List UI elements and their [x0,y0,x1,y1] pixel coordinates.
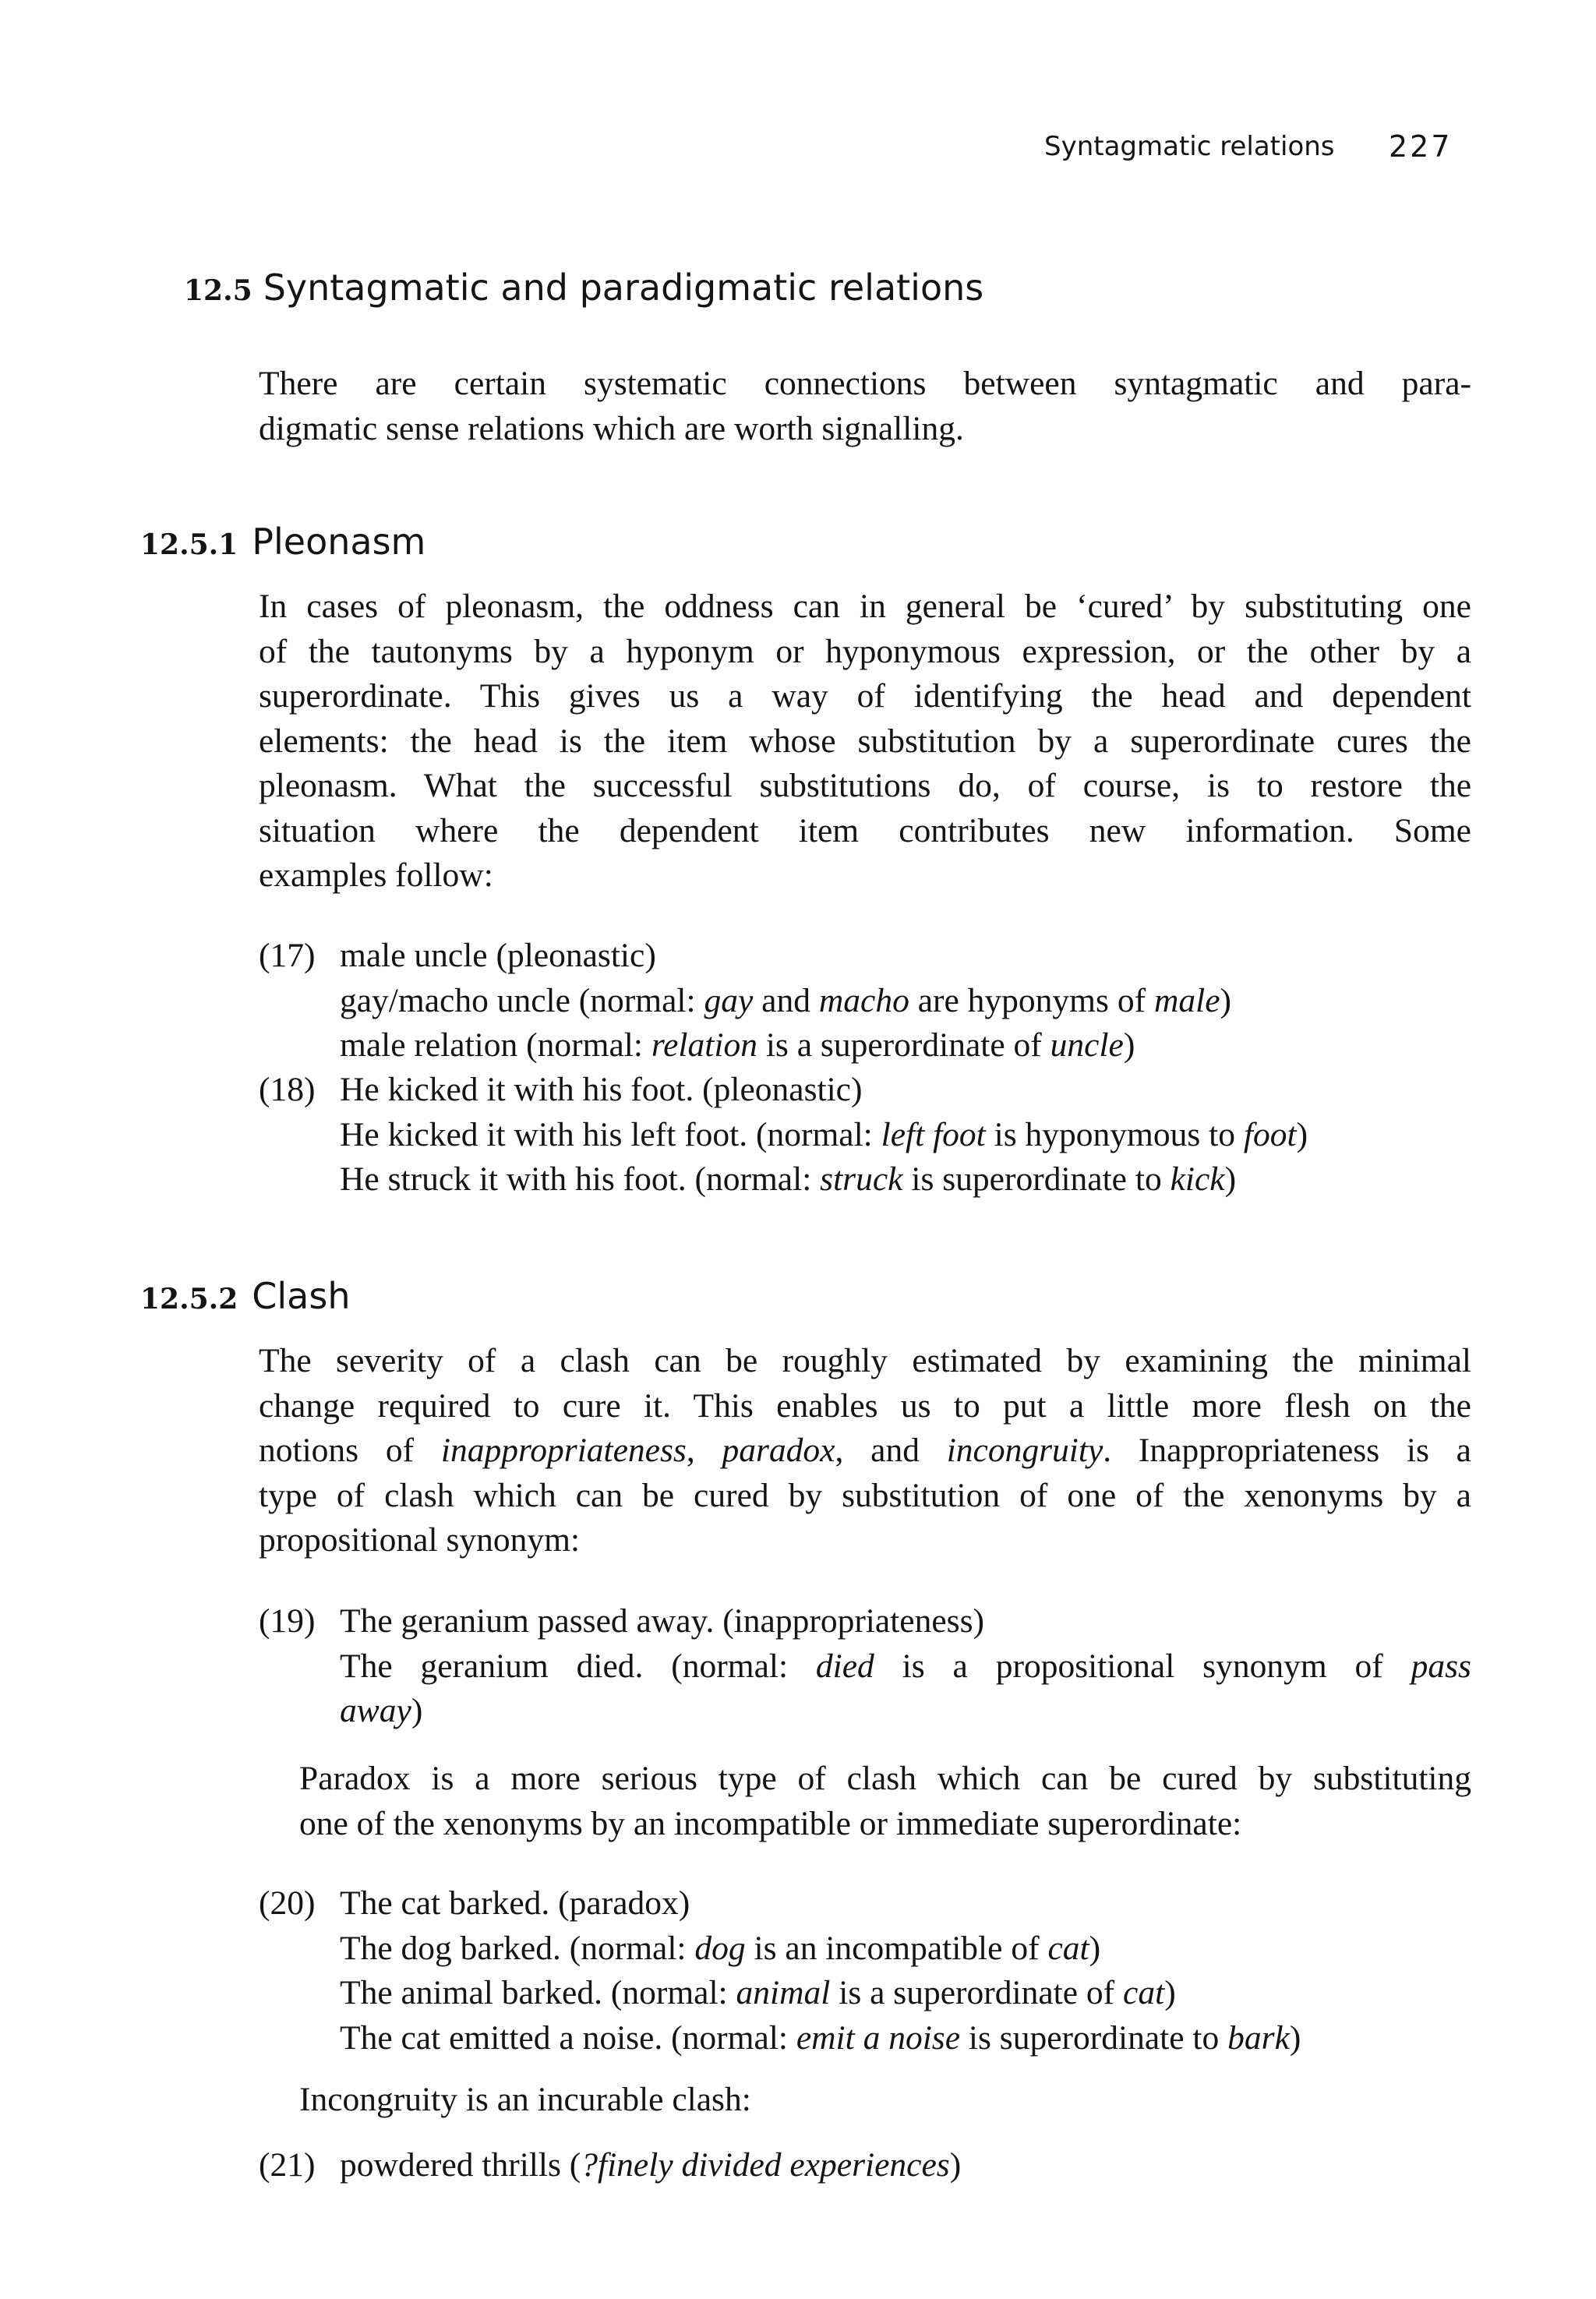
page-number: 227 [1389,129,1453,164]
paragraph-line: Paradox is a more serious type of clash which can be cured by substituting [299,1760,1471,1797]
section-title: Syntagmatic and paradigmatic relations [263,267,984,309]
section-number: 12.5 [184,274,252,307]
example-19 [259,1599,1471,1739]
paragraph-line: of the tautonyms by a hyponym or hyponymous expression, or the other by a [259,632,1471,670]
example-number: (18) [259,1071,316,1108]
paradox-paragraph [299,1757,1471,1846]
incongruity-paragraph [299,2078,1471,2123]
paragraph-line: type of clash which can be cured by substitution of one of the xenonyms by a [259,1476,1471,1514]
subsection-heading-pleonasm [140,521,425,563]
example-line: male relation (normal: relation is a superordinate of uncle) [340,1026,1135,1064]
paragraph-line: pleonasm. What the successful substitutions do, of course, is to restore the [259,767,1471,804]
pleonasm-paragraph [259,584,1471,899]
section-heading [184,267,983,309]
paragraph-line: examples follow: [259,856,493,894]
running-header-title: Syntagmatic relations [1044,131,1335,162]
paragraph-line: In cases of pleonasm, the oddness can in general be ‘cured’ by substituting one [259,588,1471,625]
paragraph-line: propositional synonym: [259,1521,581,1559]
example-17 [259,934,1471,1074]
example-line: He kicked it with his foot. (pleonastic) [340,1071,863,1108]
example-line: The cat emitted a noise. (normal: emit a noise is superordinate to bark) [340,2018,1301,2057]
paragraph-line: superordinate. This gives us a way of identifying the head and dependent [259,677,1471,715]
subsection-number: 12.5.1 [140,528,238,561]
section-intro-paragraph [259,362,1471,451]
example-line: The dog barked. (normal: dog is an incompatible of cat) [340,1929,1101,1967]
subsection-number: 12.5.2 [140,1283,238,1315]
paragraph-line: The severity of a clash can be roughly estimated by examining the minimal [259,1342,1471,1379]
example-line: male uncle (pleonastic) [340,937,656,974]
example-line: The geranium died. (normal: died is a propositional synonym of pass [340,1647,1471,1685]
subsection-title: Clash [252,1275,351,1317]
example-18 [259,1068,1471,1208]
example-number: (19) [259,1602,316,1640]
example-line: The animal barked. (normal: animal is a superordinate of cat) [340,1974,1176,2011]
paragraph-line: Incongruity is an incurable clash: [299,2081,751,2118]
example-line: powdered thrills (?finely divided experiences) [340,2146,962,2184]
clash-paragraph [259,1339,1471,1563]
example-line: gay/macho uncle (normal: gay and macho are hyponyms of male) [340,981,1231,1019]
example-line: The geranium passed away. (inappropriateness) [340,1602,984,1640]
intro-line: digmatic sense relations which are worth signalling. [259,409,964,447]
example-line: away) [340,1692,423,1729]
example-21 [259,2143,1471,2190]
paragraph-line: situation where the dependent item contributes new information. Some [259,811,1471,849]
example-20 [259,1881,1471,2068]
paragraph-line: change required to cure it. This enables us to put a little more flesh on the [259,1386,1471,1425]
example-line: The cat barked. (paradox) [340,1884,690,1922]
example-number: (17) [259,937,316,974]
subsection-heading-clash [140,1275,350,1317]
paragraph-line: one of the xenonyms by an incompatible or immediate superordinate: [299,1804,1242,1842]
example-number: (20) [259,1884,316,1922]
subsection-title: Pleonasm [252,521,426,563]
example-line: He struck it with his foot. (normal: struck is superordinate to kick) [340,1160,1237,1198]
example-line: He kicked it with his left foot. (normal: left foot is hyponymous to foot) [340,1115,1308,1153]
example-number: (21) [259,2146,316,2184]
intro-line: There are certain systematic connections between syntagmatic and para- [259,365,1471,402]
paragraph-line: elements: the head is the item whose substitution by a superordinate cures the [259,722,1471,760]
paragraph-line: notions of inappropriateness, paradox, and incongruity. Inappropriateness is a [259,1432,1471,1469]
